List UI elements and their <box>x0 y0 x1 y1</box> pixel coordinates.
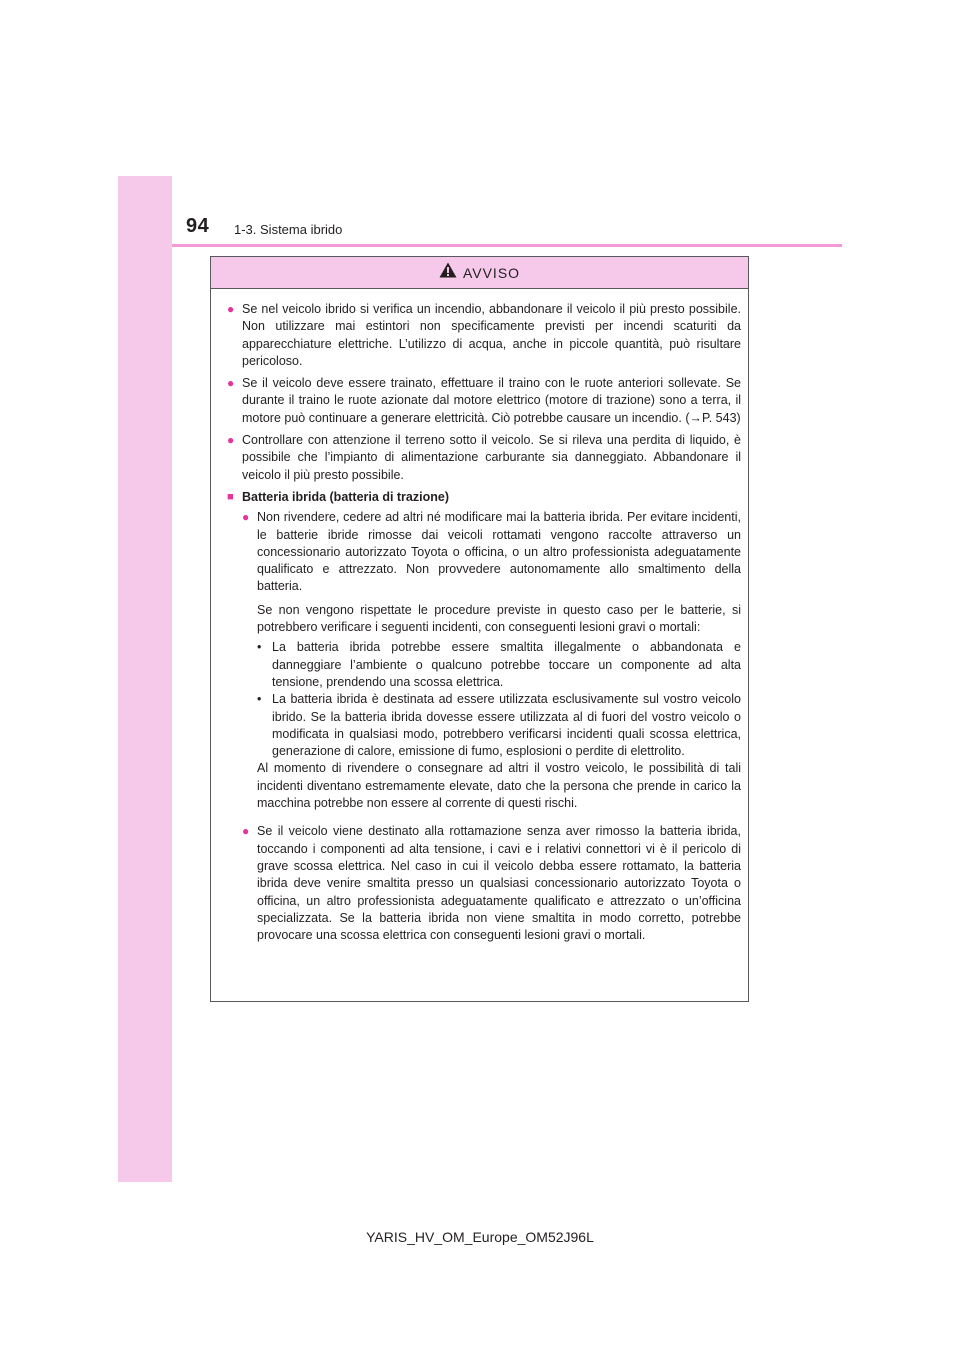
warning-body <box>211 289 748 944</box>
warning-triangle-icon <box>439 262 457 283</box>
dot-text: La batteria ibrida potrebbe essere smaltita illegalmente o abbandonata e danneggiare l’ambiente o qualcuno potrebbe toccare un componente ad alta tensione, prendendo una scossa elettrica. <box>272 640 741 689</box>
bullet-text <box>257 509 741 818</box>
warning-bullet <box>227 301 741 370</box>
warning-header <box>211 257 748 289</box>
dot-list <box>257 639 741 760</box>
bullet-circle-icon: ● <box>227 302 235 316</box>
bullet-text: Se il veicolo viene destinato alla rottamazione senza aver rimosso la batteria ibrida, toccando i componenti ad alta tensione, i cavi e i relativi connettori vi è il pericolo di grave scossa elettrica. Nel caso in cui il veicolo debba essere rottamato, la batteria ibrida deve venire smaltita presso un qualsiasi concessionario autorizzato Toyota o officina, un altro professionista adeguatamente qualificato e attrezzato o un’officina specializzata. Se la batteria ibrida non viene smaltita in modo corretto, potrebbe provocare una scossa elettrica con conseguenti lesioni gravi o mortali. <box>257 824 741 943</box>
header-rule <box>172 244 842 247</box>
bullet-circle-icon: ● <box>227 433 235 448</box>
dot-icon: • <box>257 640 262 655</box>
dot-text: La batteria ibrida è destinata ad essere utilizzata esclusivamente sul vostro veicolo ibrido. Se la batteria ibrida dovesse essere utilizzata al di fuori del vostro veicolo o modificata in qualsiasi modo, potrebbero verificarsi incidenti quali scossa elettrica, generazione di calore, emissione di fumo, esplosioni o perdite di elettrolito. <box>272 692 741 759</box>
bullet-text: Se il veicolo deve essere trainato, effettuare il traino con le ruote anteriori sollevate. Se durante il traino le ruote azionate dal motore elettrico (motore di trazione) sono a terra, il motore può continuare a generare elettricità. Ciò potrebbe causare un incendio. (→P. 543) <box>242 376 741 425</box>
dot-icon: • <box>257 692 262 707</box>
warning-box <box>210 256 749 1002</box>
battery-section <box>227 509 741 944</box>
bullet-text: Controllare con attenzione il terreno sotto il veicolo. Se si rileva una perdita di liquido, è possibile che l’impianto di alimentazione carburante sia danneggiato. Abbandonare il veicolo il più presto possibile. <box>242 433 741 482</box>
battery-paragraph: Se non vengono rispettate le procedure previste in questo caso per le batterie, si potrebbero verificare i seguenti incidenti, con conseguenti lesioni gravi o mortali: <box>257 602 741 635</box>
bullet-circle-icon: ● <box>227 376 235 391</box>
warning-title: AVVISO <box>462 264 521 281</box>
square-bullet-icon: ■ <box>227 490 234 503</box>
battery-bullet <box>242 823 741 944</box>
warning-bullet <box>227 375 741 427</box>
section-title: 1-3. Sistema ibrido <box>234 222 343 237</box>
dot-list-item <box>257 691 741 760</box>
battery-heading-text: Batteria ibrida (batteria di trazione) <box>242 489 449 504</box>
battery-section-heading <box>227 489 741 506</box>
side-tab-bar <box>118 176 172 1182</box>
battery-bullet <box>242 509 741 818</box>
page-number: 94 <box>186 215 210 237</box>
warning-bullet <box>227 432 741 484</box>
bullet-circle-icon: ● <box>242 824 250 839</box>
battery-paragraph: Non rivendere, cedere ad altri né modificare mai la batteria ibrida. Per evitare incidenti, le batterie ibride rimosse dai veicoli rottamati vengono raccolte attraverso un concessionario autorizzato Toyota o officina, o un altro professionista adeguatamente qualificato e attrezzato. Non provvedere autonomamente allo smaltimento della batteria. <box>257 510 741 594</box>
battery-paragraph: Al momento di rivendere o consegnare ad altri il vostro veicolo, le possibilità di tali incidenti diventano estremamente elevate, dato che la persona che prende in carico la macchina potrebbe non essere al corrente di questi rischi. <box>257 761 741 811</box>
bullet-circle-icon: ● <box>242 510 250 525</box>
bullet-text: Se nel veicolo ibrido si verifica un incendio, abbandonare il veicolo il più presto possibile. Non utilizzare mai estintori non specificamente previsti per incendi scaturiti da apparecchiature elettriche. L’utilizzo di acqua, anche in piccole quantità, può risultare pericoloso. <box>242 302 741 368</box>
document-code: YARIS_HV_OM_Europe_OM52J96L <box>366 1229 594 1245</box>
dot-list-item <box>257 639 741 691</box>
